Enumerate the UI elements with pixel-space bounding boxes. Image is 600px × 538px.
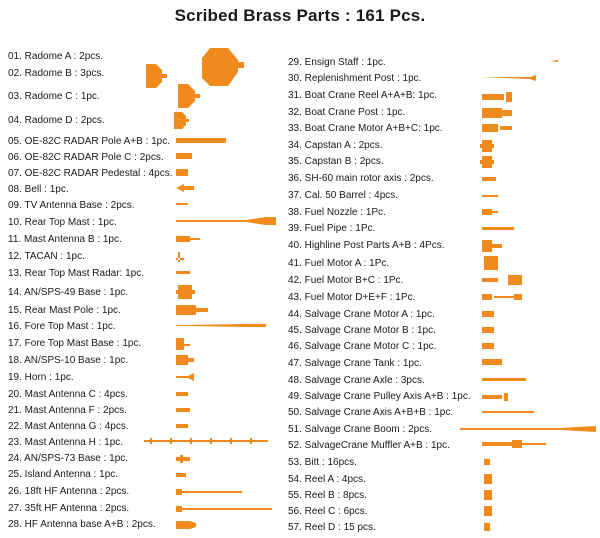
list-item: 15. Rear Mast Pole : 1pc. [8,305,121,316]
list-item: 12. TACAN : 1pc. [8,251,85,262]
35ft-hf-antenna-icon [176,506,272,512]
list-item: 45. Salvage Crane Motor B : 1pc. [288,325,436,336]
list-item: 47. Salvage Crane Tank : 1pc. [288,358,422,369]
list-item: 37. Cal. 50 Barrel : 4pcs. [288,190,399,201]
list-item: 20. Mast Antenna C : 4pcs. [8,389,129,400]
radome-d-icon [174,112,189,129]
list-item: 56. Reel C : 6pcs. [288,506,368,517]
an-sps-73-base-icon [176,455,190,463]
list-item: 29. Ensign Staff : 1pc. [288,57,386,68]
list-item: 39. Fuel Pipe : 1Pc. [288,223,376,234]
reel-b-icon [484,490,492,500]
radome-c-icon [178,84,200,108]
list-item: 34. Capstan A : 2pcs. [288,140,383,151]
reel-c-icon [484,506,492,516]
list-item: 30. Replenishment Post : 1pc. [288,73,422,84]
list-item: 53. Bitt : 16pcs. [288,457,357,468]
crane-axis-icon [482,411,534,413]
capstan-b-icon [480,156,494,168]
list-item: 21. Mast Antenna F : 2pcs. [8,405,127,416]
page-title: Scribed Brass Parts : 161 Pcs. [174,6,426,25]
list-item: 54. Reel A : 4pcs. [288,474,366,485]
list-item: 07. OE-82C RADAR Pedestal : 4pcs. [8,168,173,179]
list-item: 02. Radome B : 3pcs. [8,68,105,79]
list-item: 57. Reel D : 15 pcs. [288,522,376,533]
fore-top-mast-base-icon [176,338,190,350]
radome-b-icon [202,48,244,86]
list-item: 17. Fore Top Mast Base : 1pc. [8,338,142,349]
fuel-pipe-icon [482,227,514,230]
salvage-crane-motor-b-icon [482,327,494,333]
rear-mast-pole-icon [176,305,208,315]
list-item: 03. Radome C : 1pc. [8,91,100,102]
list-item: 06. OE-82C RADAR Pole C : 2pcs. [8,152,164,163]
capstan-a-icon [480,140,494,152]
list-item: 55. Reel B : 8pcs. [288,490,367,501]
fuel-motor-def-icon [482,294,522,300]
highline-post-icon [482,240,502,252]
island-antenna-icon [176,473,186,477]
list-item: 38. Fuel Nozzle : 1Pc. [288,207,386,218]
list-item: 14. AN/SPS-49 Base : 1pc. [8,287,129,298]
mast-antenna-h-icon [144,438,268,444]
list-item: 31. Boat Crane Reel A+A+B: 1pc. [288,90,437,101]
list-item: 08. Bell : 1pc. [8,184,69,195]
list-item: 43. Fuel Motor D+E+F : 1Pc. [288,292,416,303]
hf-antenna-base-icon [176,521,196,529]
an-sps-10-base-icon [176,355,194,365]
list-item: 19. Horn : 1pc. [8,372,74,383]
mast-antenna-b-icon [176,236,200,242]
list-item: 28. HF Antenna base A+B : 2pcs. [8,519,156,530]
fore-top-mast-icon [176,324,266,327]
list-item: 41. Fuel Motor A : 1Pc. [288,258,390,269]
boat-crane-motor-icon [482,124,512,132]
fuel-motor-bc-icon [482,275,522,285]
fuel-nozzle-icon [482,209,498,215]
mast-antenna-g-icon [176,424,188,428]
mast-antenna-f-icon [176,408,190,412]
list-item: 23. Mast Antenna H : 1pc. [8,437,124,448]
list-item: 40. Highline Post Parts A+B : 4Pcs. [288,240,445,251]
list-item: 05. OE-82C RADAR Pole A+B : 1pc. [8,136,171,147]
list-item: 51. Salvage Crane Boom : 2pcs. [288,424,432,435]
list-item: 52. SalvageCrane Muffler A+B : 1pc. [288,440,450,451]
list-item: 46. Salvage Crane Motor C : 1pc. [288,341,437,352]
list-item: 01. Radome A : 2pcs. [8,51,104,62]
salvage-crane-motor-c-icon [482,343,494,349]
fuel-motor-a-icon [484,256,498,270]
salvage-crane-tank-icon [482,359,502,365]
list-item: 26. 18ft HF Antenna : 2pcs. [8,486,130,497]
list-item: 25. Island Antenna : 1pc. [8,469,119,480]
list-item: 50. Salvage Crane Axis A+B+B : 1pc. [288,407,454,418]
reel-a-icon [484,474,492,484]
pulley-axis-icon [482,393,508,401]
muffler-icon [482,440,546,448]
radar-pole-ab-icon [176,138,226,143]
ensign-staff-icon [480,60,558,62]
list-item: 13. Rear Top Mast Radar: 1pc. [8,268,144,279]
list-item: 22. Mast Antenna G : 4pcs. [8,421,129,432]
list-item: 33. Boat Crane Motor A+B+C: 1pc. [288,123,443,134]
boat-crane-post-icon [482,108,512,118]
list-item: 11. Mast Antenna B : 1pc. [8,234,122,245]
salvage-crane-motor-a-icon [482,311,494,317]
tv-antenna-base-icon [176,203,188,205]
list-item: 44. Salvage Crane Motor A : 1pc. [288,309,435,320]
list-item: 04. Radome D : 2pcs. [8,115,105,126]
radar-pedestal-icon [176,169,188,176]
mast-antenna-c-icon [176,392,188,396]
list-item: 10. Rear Top Mast : 1pc. [8,217,117,228]
list-item: 24. AN/SPS-73 Base : 1pc. [8,453,129,464]
salvage-crane-boom-icon [460,426,596,432]
an-sps-49-base-icon [176,285,195,299]
replenishment-post-icon [480,75,536,81]
rear-top-mast-icon [176,217,276,225]
tacan-icon [176,252,184,262]
list-item: 09. TV Antenna Base : 2pcs. [8,200,135,211]
list-item: 27. 35ft HF Antenna : 2pcs. [8,503,130,514]
list-item: 32. Boat Crane Post : 1pc. [288,107,406,118]
list-item: 16. Fore Top Mast : 1pc. [8,321,116,332]
salvage-crane-axle-icon [482,378,526,381]
radome-a-icon [146,64,167,88]
list-item: 49. Salvage Crane Pulley Axis A+B : 1pc. [288,391,471,402]
bitt-icon [484,459,490,465]
list-item: 48. Salvage Crane Axle : 3pcs. [288,375,425,386]
radar-pole-c-icon [176,153,192,159]
cal-50-barrel-icon [482,195,498,197]
list-item: 18. AN/SPS-10 Base : 1pc. [8,355,129,366]
rotor-axis-icon [482,177,496,181]
reel-d-icon [484,523,490,531]
list-item: 42. Fuel Motor B+C : 1Pc. [288,275,404,286]
boat-crane-reel-icon [482,92,512,102]
bell-icon [176,184,194,192]
list-item: 36. SH-60 main rotor axis : 2pcs. [288,173,434,184]
rear-top-mast-radar-icon [176,271,190,274]
horn-icon [176,373,194,381]
list-item: 35. Capstan B : 2pcs. [288,156,384,167]
18ft-hf-antenna-icon [176,489,242,495]
